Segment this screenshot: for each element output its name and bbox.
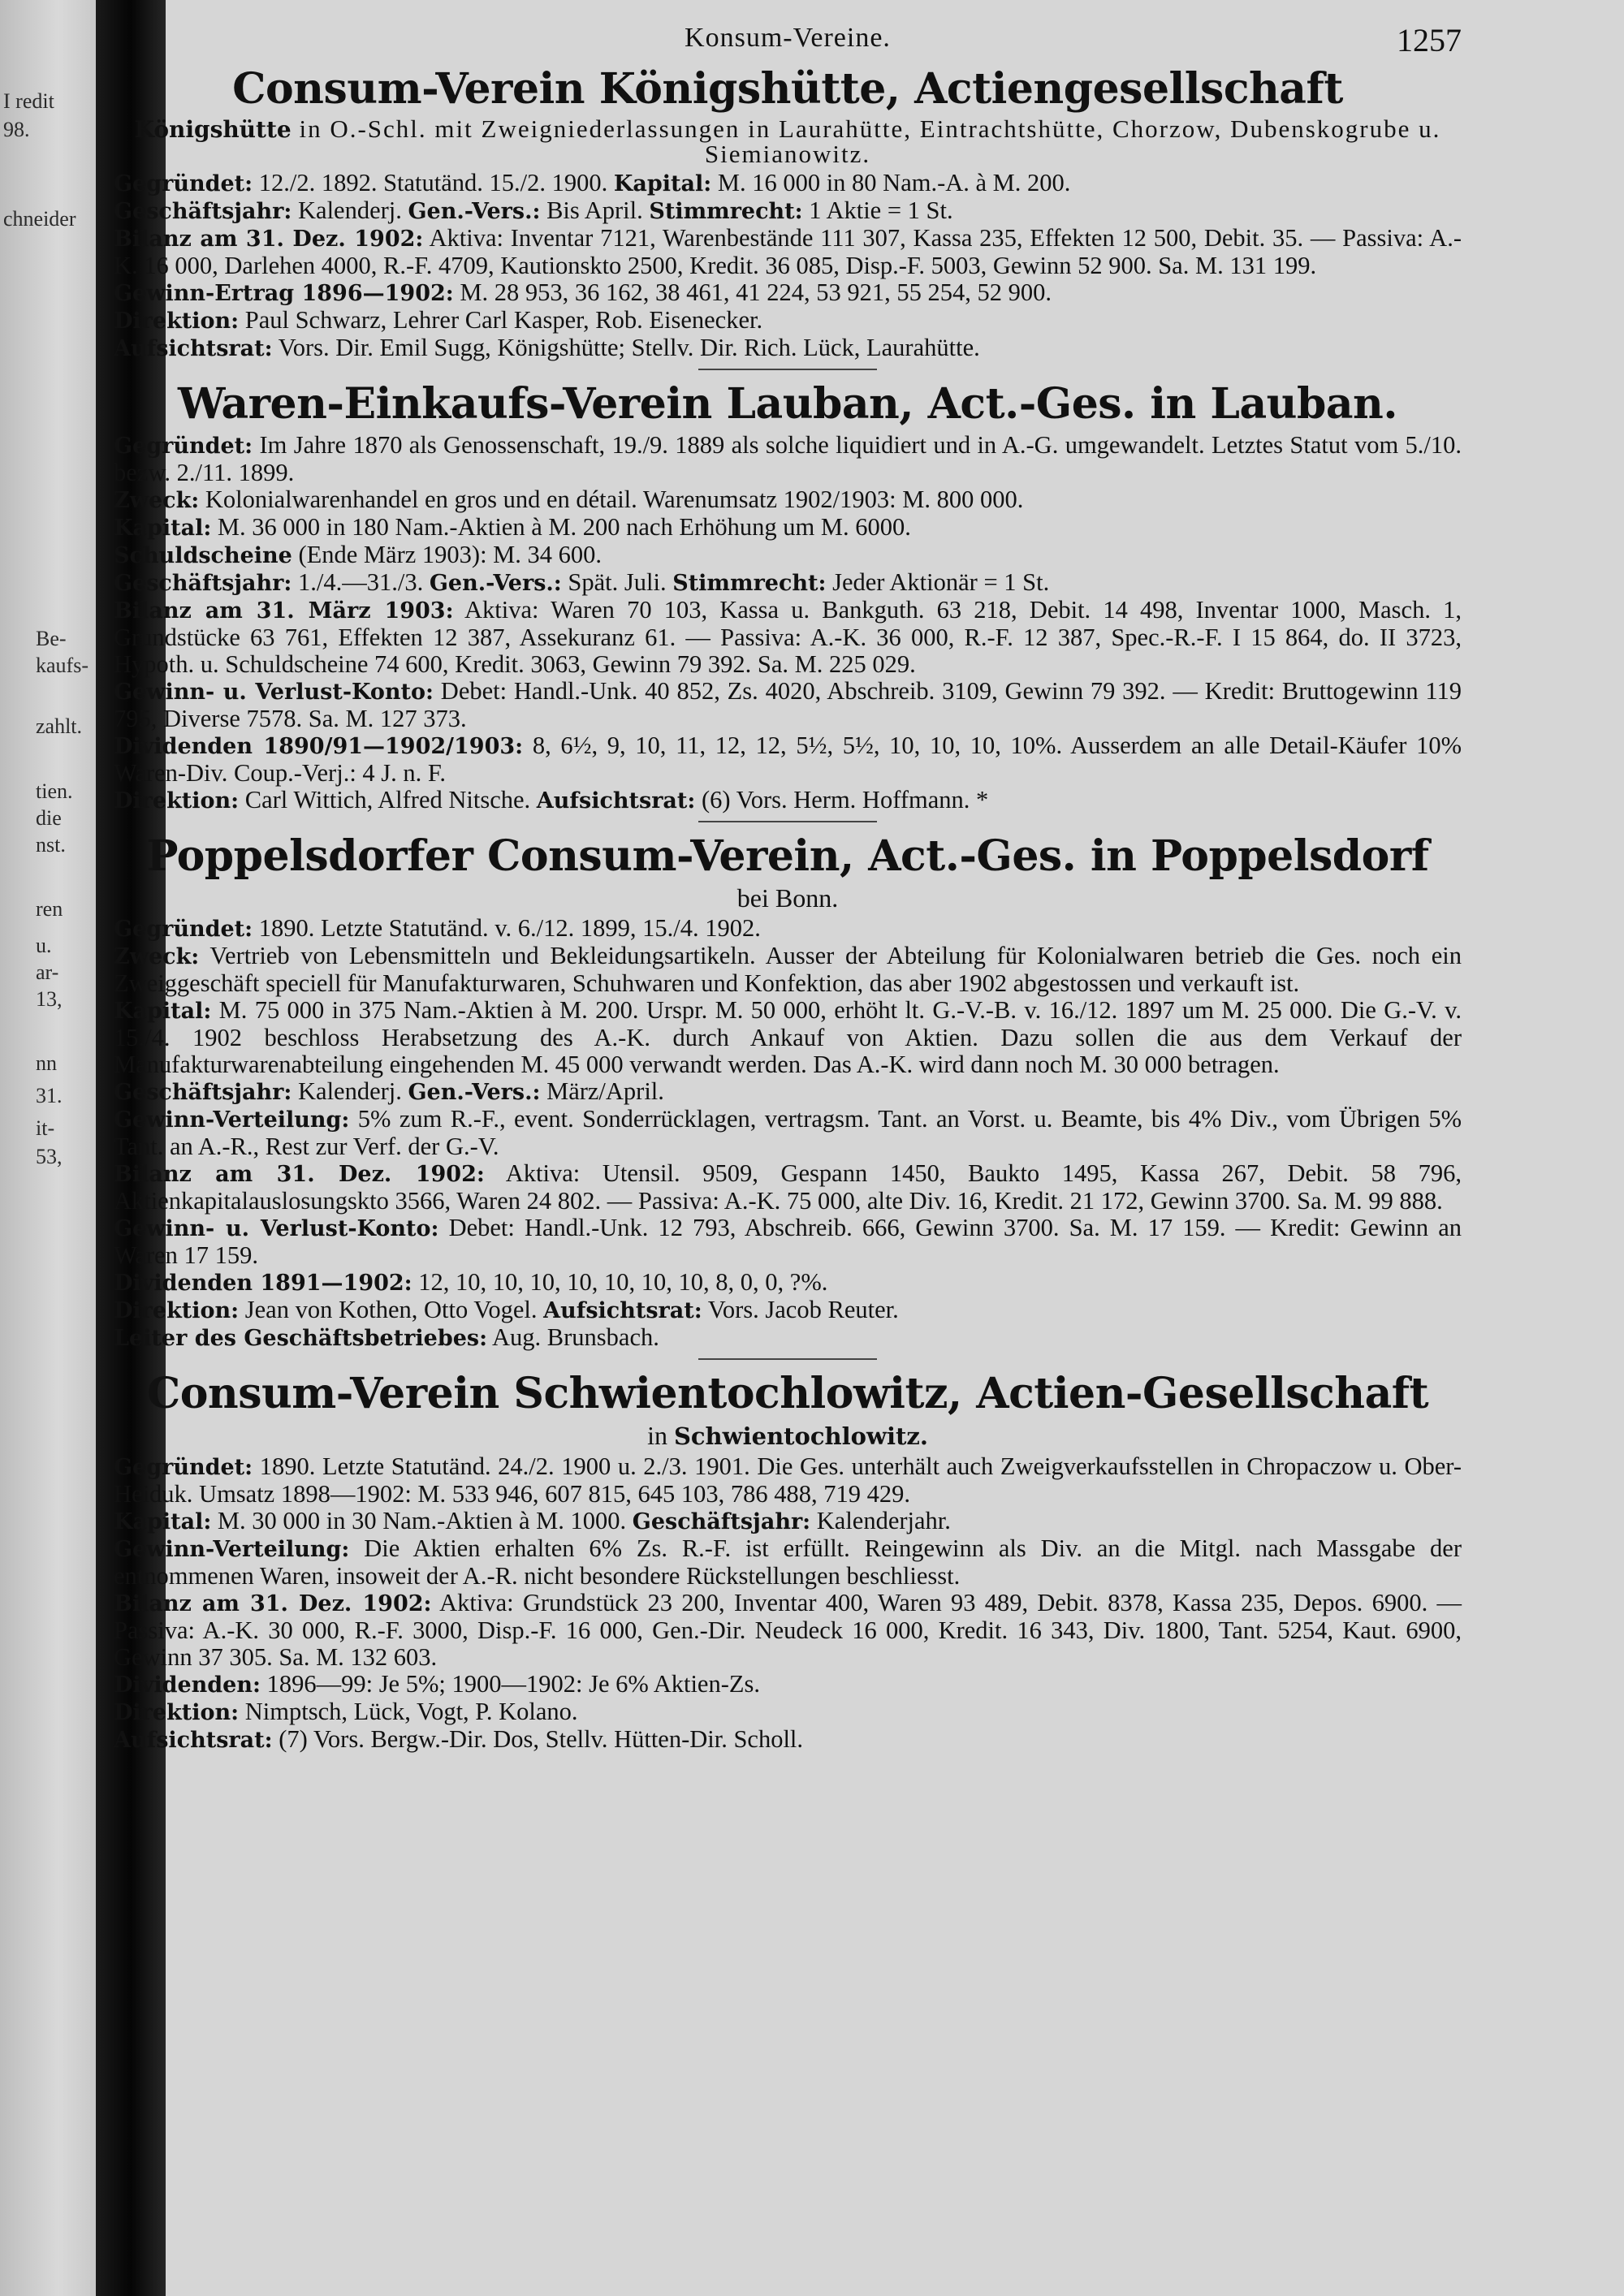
entry-fiscal-year: Geschäftsjahr: 1./4.—31./3. Gen.-Vers.: Spät. Juli. Stimmrecht: Jeder Aktionär = 1 St. (114, 568, 1050, 596)
company-location: in Schwientochlowitz. (647, 1421, 928, 1450)
left-page-fragment: ren (36, 897, 63, 921)
entry-profit-distribution: Gewinn-Verteilung: 5% zum R.-F., event. Sonderrücklagen, vertragsm. Tant. an Vorst. u. Beamte, bis 4% Div., vom Übrigen 5% Tant. an A.-R., Rest zur Verf. der G.-V. (114, 1105, 1462, 1160)
company-location (114, 114, 1462, 168)
left-page-fragment: 53, (36, 1145, 63, 1168)
entry-founded: Gegründet: 12./2. 1892. Statutänd. 15./2. 1900. Kapital: M. 16 000 in 80 Nam.-A. à M. 200. (114, 169, 1071, 196)
left-page-fragment: tien. (36, 779, 73, 803)
entry-fiscal-year: Geschäftsjahr: Kalenderj. Gen.-Vers.: Bis April. Stimmrecht: 1 Aktie = 1 St. (114, 196, 953, 224)
entry-management: Direktion: Carl Wittich, Alfred Nitsche. Aufsichtsrat: (6) Vors. Herm. Hoffmann. * (114, 786, 989, 814)
entry-profit-loss: Gewinn- u. Verlust-Konto: Debet: Handl.-Unk. 40 852, Zs. 4020, Abschreib. 3109, Gewinn 79 392. — Kredit: Bruttogewinn 119 795, Diverse 7578. Sa. M. 127 373. (114, 677, 1462, 732)
company-title: Consum-Verein Schwientochlowitz, Actien-Gesellschaft (146, 1369, 1429, 1418)
left-page-fragment: 31. (36, 1084, 63, 1107)
entry-profit-distribution: Gewinn-Verteilung: Die Aktien erhalten 6% Zs. R.-F. ist erfüllt. Reingewinn als Div. an die Mitgl. nach Massgabe der entnommenen Waren, insoweit der A.-R. nicht besondere Rückstellungen beschliesst. (114, 1534, 1462, 1590)
left-page-fragment: nst. (36, 833, 66, 857)
entry-business-manager: Leiter des Geschäftsbetriebes: Aug. Brunsbach. (114, 1323, 659, 1351)
entry-supervisory-board: Aufsichtsrat: Vors. Dir. Emil Sugg, Königshütte; Stellv. Dir. Rich. Lück, Laurahütte. (114, 334, 980, 361)
entry-balance-sheet: Bilanz am 31. Dez. 1902: Aktiva: Utensil. 9509, Gespann 1450, Baukto 1495, Kassa 267, Debit. 58 796, Aktienkapitalauslosungskto 3566, Waren 24 802. — Passiva: A.-K. 75 000, alte Div. 16, Kredit. 21 172, Gewinn 3700. Sa. M. 99 888. (114, 1159, 1462, 1215)
entry-balance-sheet: Bilanz am 31. Dez. 1902: Aktiva: Inventar 7121, Warenbestände 111 307, Kassa 235, Effekten 12 500, Debit. 35. — Passiva: A.-K. 16 000, Darlehen 4000, R.-F. 4709, Kautionskto 2500, Kredit. 36 085, Disp.-F. 5003, Gewinn 52 900. Sa. M. 131 199. (114, 224, 1462, 279)
left-page-fragment: kaufs- (36, 654, 89, 677)
company-title: Consum-Verein Königshütte, Actiengesellschaft (232, 64, 1343, 114)
left-page-fragment: zahlt. (36, 714, 83, 738)
entry-purpose: Zweck: Kolonialwarenhandel en gros und en détail. Warenumsatz 1902/1903: M. 800 000. (114, 486, 1024, 513)
section-divider (698, 1358, 877, 1360)
entry-management: Direktion: Paul Schwarz, Lehrer Carl Kasper, Rob. Eisenecker. (114, 306, 763, 334)
entry-capital: Kapital: M. 36 000 in 180 Nam.-Aktien à M. 200 nach Erhöhung um M. 6000. (114, 513, 911, 541)
section-divider (698, 369, 877, 370)
company-entry-schwientochlowitz (114, 1368, 1462, 1754)
company-title: Waren-Einkaufs-Verein Lauban, Act.-Ges. in Lauban. (178, 379, 1397, 429)
left-page-fragment: it- (36, 1116, 55, 1140)
entry-dividends: Dividenden: 1896—99: Je 5%; 1900—1902: Je 6% Aktien-Zs. (114, 1670, 761, 1698)
entry-promissory-notes: Schuldscheine (Ende März 1903): M. 34 600. (114, 541, 603, 568)
section-divider (698, 821, 877, 822)
entry-profit-history: Gewinn-Ertrag 1896—1902: M. 28 953, 36 162, 38 461, 41 224, 53 921, 55 254, 52 900. (114, 278, 1052, 306)
location-details: in O.-Schl. mit Zweigniederlassungen in Laurahütte, Eintrachtshütte, Chorzow, Dubenskogrube u. Siemianowitz. (299, 114, 1441, 168)
entry-supervisory-board: Aufsichtsrat: (7) Vors. Bergw.-Dir. Dos, Stellv. Hütten-Dir. Scholl. (114, 1725, 804, 1753)
location-name: Schwientochlowitz. (673, 1422, 928, 1450)
left-page-fragment: u. (36, 934, 52, 957)
left-page-fragment: ar- (36, 960, 59, 984)
left-page-fragment: 13, (36, 987, 63, 1011)
company-location: bei Bonn. (736, 883, 839, 913)
left-page-fragment: I redit (3, 89, 54, 113)
entry-capital: Kapital: M. 75 000 in 375 Nam.-Aktien à M. 200. Urspr. M. 50 000, erhöht lt. G.-V.-B. v. 16./12. 1897 um M. 25 000. Die G.-V. v. 15./4. 1902 beschloss Herabsetzung des A.-K. durch Ankauf von Aktien. Dazu sollen die aus dem Verkauf der Manufakturwarenabteilung eingehenden M. 45 000 verwandt werden. Das A.-K. wird dann noch M. 30 000 betragen. (114, 996, 1462, 1078)
left-page-fragment: nn (36, 1051, 57, 1075)
left-page-fragment: chneider (3, 207, 76, 231)
entry-management: Direktion: Nimptsch, Lück, Vogt, P. Kolano. (114, 1698, 578, 1725)
running-head (114, 18, 1462, 63)
entry-dividends: Dividenden 1890/91—1902/1903: 8, 6½, 9, 10, 11, 12, 12, 5½, 5½, 10, 10, 10, 10%. Ausserdem an alle Detail-Käufer 10% Waren-Div. Coup.-Verj.: 4 J. n. F. (114, 732, 1462, 787)
running-head-title: Konsum-Vereine. (685, 23, 891, 53)
entry-management: Direktion: Jean von Kothen, Otto Vogel. Aufsichtsrat: Vors. Jacob Reuter. (114, 1296, 899, 1323)
company-entry-lauban (114, 378, 1462, 814)
entry-dividends: Dividenden 1891—1902: 12, 10, 10, 10, 10, 10, 10, 10, 8, 0, 0, ?%. (114, 1268, 828, 1296)
entry-founded: Gegründet: 1890. Letzte Statutänd. v. 6./12. 1899, 15./4. 1902. (114, 914, 761, 942)
left-page-fragment: Be- (36, 627, 67, 650)
left-page-fragment: die (36, 806, 62, 830)
entry-founded: Gegründet: 1890. Letzte Statutänd. 24./2. 1900 u. 2./3. 1901. Die Ges. unterhält auch Zweigverkaufsstellen in Chropaczow u. Ober-Heiduk. Umsatz 1898—1902: M. 533 946, 607 815, 645 103, 786 488, 719 429. (114, 1452, 1462, 1508)
entry-balance-sheet: Bilanz am 31. Dez. 1902: Aktiva: Grundstück 23 200, Inventar 400, Waren 93 489, Debit. 8378, Kassa 235, Depos. 6900. — Passiva: A.-K. 30 000, R.-F. 3000, Disp.-F. 16 000, Gen.-Dir. Neudeck 16 000, Kredit. 16 343, Div. 1800, Tant. 5254, Kaut. 6900, Gewinn 37 305. Sa. M. 132 603. (114, 1589, 1462, 1671)
left-page-edge (0, 0, 97, 2296)
entry-fiscal-year: Geschäftsjahr: Kalenderj. Gen.-Vers.: März/April. (114, 1077, 664, 1105)
location-name: Königshütte (134, 116, 292, 143)
entry-profit-loss: Gewinn- u. Verlust-Konto: Debet: Handl.-Unk. 12 793, Abschreib. 666, Gewinn 3700. Sa. M. 17 159. — Kredit: Gewinn an Waren 17 159. (114, 1214, 1462, 1269)
company-title: Poppelsdorfer Consum-Verein, Act.-Ges. in Poppelsdorf (146, 831, 1429, 881)
entry-founded: Gegründet: Im Jahre 1870 als Genossenschaft, 19./9. 1889 als solche liquidiert und in A.-G. umgewandelt. Letztes Statut vom 5./10. bezw. 2./11. 1899. (114, 431, 1462, 486)
company-entry-poppelsdorf (114, 831, 1462, 1352)
page-number: 1257 (1397, 22, 1462, 58)
entry-purpose: Zweck: Vertrieb von Lebensmitteln und Bekleidungsartikeln. Ausser der Abteilung für Kolonialwaren betrieb die Ges. noch ein Zweiggeschäft speciell für Manufakturwaren, Schuhwaren und Konfektion, das aber 1902 abgestossen und verkauft ist. (114, 942, 1462, 997)
entry-balance-sheet: Bilanz am 31. März 1903: Aktiva: Waren 70 103, Kassa u. Bankguth. 63 218, Debit. 14 498, Inventar 1000, Masch. 1, Grundstücke 63 761, Effekten 12 387, Assekuranz 61. — Passiva: A.-K. 36 000, R.-F. 12 387, Spec.-R.-F. I 15 864, do. II 3723, Hypoth. u. Schuldscheine 74 600, Kredit. 3063, Gewinn 79 392. Sa. M. 225 029. (114, 596, 1462, 678)
left-page-fragment: 98. (3, 118, 30, 141)
company-entry-koenigshuette (114, 63, 1462, 362)
page-content (114, 18, 1462, 1754)
entry-capital: Kapital: M. 30 000 in 30 Nam.-Aktien à M. 1000. Geschäftsjahr: Kalenderjahr. (114, 1507, 951, 1534)
